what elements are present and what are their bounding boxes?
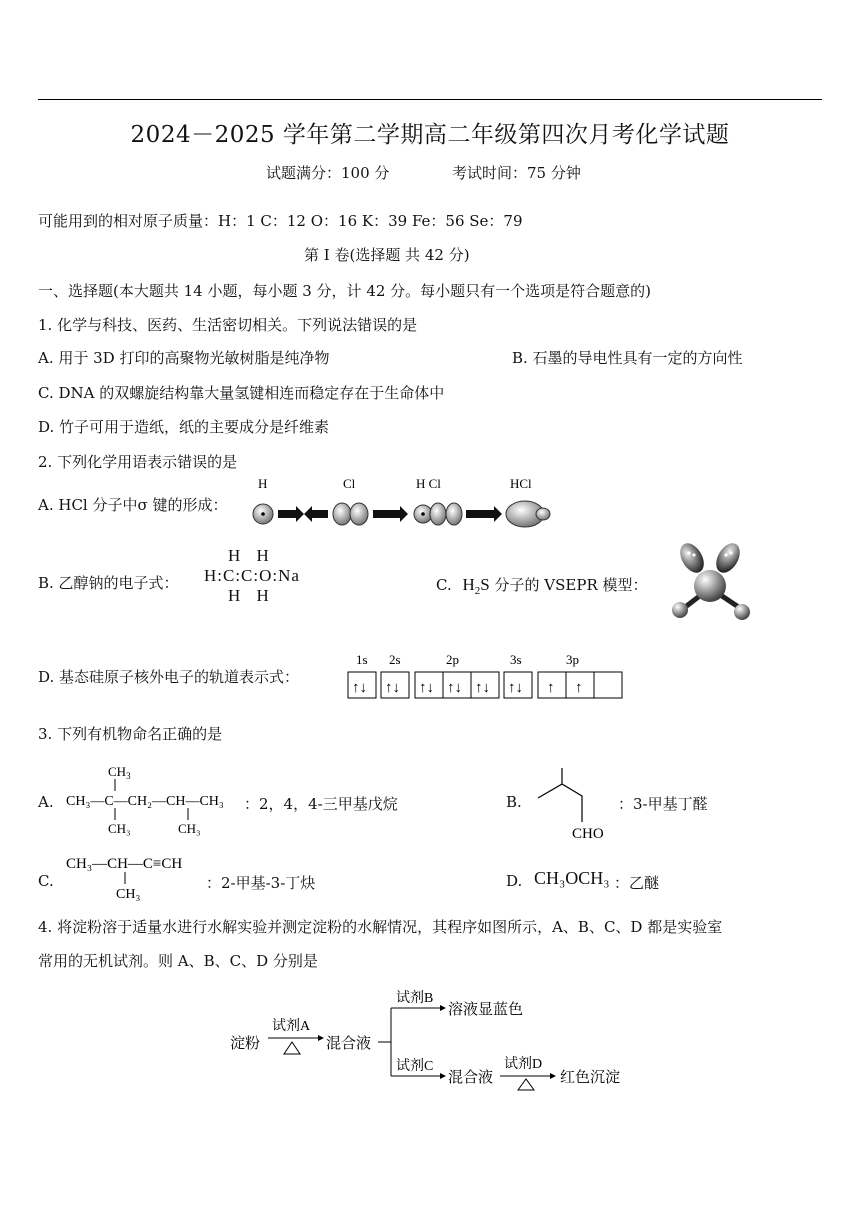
q3-a-name: ：2，4，4-三甲基戊烷 bbox=[244, 795, 398, 813]
flow-result-b: 溶液显蓝色 bbox=[448, 1002, 524, 1018]
formula-h-bottom: H H bbox=[228, 586, 275, 605]
sigma-bond-diagram bbox=[240, 470, 560, 530]
atomic-masses: 可能用到的相对原子质量：H：1 C：12 O：16 K：39 Fe：56 Se：79 bbox=[38, 212, 523, 230]
q1-option-a: A. 用于 3D 打印的高聚物光敏树脂是纯净物 bbox=[38, 349, 330, 367]
methyl-top: $CH_3$ bbox=[108, 764, 131, 781]
hydrogen-atom-2 bbox=[734, 604, 750, 620]
q2-option-c bbox=[436, 574, 648, 597]
svg-text:↑: ↑ bbox=[547, 680, 555, 696]
q4-stem-line1: 4. 将淀粉溶于适量水进行水解实验并测定淀粉的水解情况，其程序如图所示，A、B、C、D 都是实验室 bbox=[38, 918, 723, 936]
q2-c-label: C. bbox=[436, 576, 452, 594]
q1-option-b: B. 石墨的导电性具有一定的方向性 bbox=[512, 349, 743, 367]
flow-mid2: 混合液 bbox=[448, 1070, 494, 1086]
lone-pair-lobe-2 bbox=[711, 539, 744, 577]
h2s-s: S bbox=[480, 575, 490, 594]
q3-a-label: A. bbox=[38, 793, 54, 811]
flow-mid: 混合液 bbox=[326, 1036, 372, 1052]
q3-c-name: ：2-甲基-3-丁炔 bbox=[206, 874, 316, 892]
flow-result-d: 红色沉淀 bbox=[560, 1070, 621, 1086]
arrow-right-icon bbox=[278, 506, 304, 522]
arrow-right-icon bbox=[466, 506, 502, 522]
methyl-branch-2: CH₃ bbox=[178, 821, 201, 836]
q1-option-d: D. 竹子可用于造纸，纸的主要成分是纤维素 bbox=[38, 418, 330, 436]
flow-start: 淀粉 bbox=[230, 1036, 261, 1052]
vsepr-model-diagram bbox=[662, 538, 762, 628]
exam-time: 考试时间：75 分钟 bbox=[452, 164, 581, 182]
formula-h-top: H H bbox=[228, 546, 275, 565]
flow-reagent-b: 试剂B bbox=[396, 991, 434, 1006]
q2-option-d: D. 基态硅原子核外电子的轨道表示式： bbox=[38, 668, 300, 686]
orbital-label-h: H bbox=[258, 476, 268, 491]
q3-c-structure bbox=[64, 848, 224, 906]
silicon-orbital-diagram bbox=[344, 650, 626, 702]
q3-a-structure bbox=[64, 760, 264, 840]
q3-b-label: B. bbox=[506, 793, 522, 811]
svg-text:↑: ↑ bbox=[575, 680, 583, 696]
q1-option-c: C. DNA 的双螺旋结构靠大量氢键相连而稳定存在于生命体中 bbox=[38, 384, 445, 402]
q2-stem: 2. 下列化学用语表示错误的是 bbox=[38, 453, 238, 471]
svg-text:↑↓: ↑↓ bbox=[508, 680, 523, 696]
q3-b-skeletal-structure bbox=[530, 762, 620, 844]
svg-text:↑↓: ↑↓ bbox=[385, 680, 400, 696]
svg-text:↑↓: ↑↓ bbox=[475, 680, 490, 696]
q2-option-b: B. 乙醇钠的电子式： bbox=[38, 574, 179, 592]
q2-c-text: 分子的 VSEPR 模型： bbox=[494, 576, 648, 594]
orbital-label-cl: Cl bbox=[343, 476, 356, 491]
section-heading: 第 Ⅰ 卷(选择题 共 42 分) bbox=[304, 246, 470, 264]
arrow-left-icon bbox=[304, 506, 328, 522]
h2s-h: H bbox=[462, 575, 475, 594]
hydrolysis-flowchart bbox=[226, 982, 646, 1092]
orbital-label-hcl-pair: H Cl bbox=[416, 476, 441, 491]
orbital-label-hcl: HCl bbox=[510, 476, 532, 491]
q1-stem: 1. 化学与科技、医药、生活密切相关。下列说法错误的是 bbox=[38, 316, 418, 334]
q4-stem-line2: 常用的无机试剂。则 A、B、C、D 分别是 bbox=[38, 952, 318, 970]
sodium-ethoxide-electron-formula bbox=[204, 546, 300, 606]
orbital-2p: 2p bbox=[446, 652, 459, 667]
lone-pair-lobe-1 bbox=[675, 539, 708, 577]
orbital-1s: 1s bbox=[356, 652, 368, 667]
flow-reagent-a: 试剂A bbox=[272, 1019, 311, 1034]
svg-text:↑↓: ↑↓ bbox=[419, 680, 434, 696]
heat-triangle-icon bbox=[518, 1079, 534, 1090]
q2-option-a: A. HCl 分子中σ 键的形成： bbox=[38, 496, 228, 514]
h2s-subscript: 2 bbox=[474, 585, 481, 597]
hydrogen-atom-1 bbox=[672, 602, 688, 618]
arrow-right-icon bbox=[373, 506, 408, 522]
orbital-3s: 3s bbox=[510, 652, 522, 667]
cl-p-orbital-lobe-1 bbox=[333, 503, 351, 525]
main-chain: CH₃—C—CH₂—CH—CH₃ bbox=[66, 794, 224, 809]
heat-triangle-icon bbox=[284, 1042, 300, 1054]
formula-main-row: H:C:C:O:Na bbox=[204, 566, 300, 585]
q3-b-name: ：3-甲基丁醛 bbox=[618, 795, 708, 813]
q3-c-label: C. bbox=[38, 872, 54, 890]
top-rule bbox=[38, 99, 822, 100]
alkyne-main-chain: CH₃—CH—C≡CH bbox=[66, 856, 183, 872]
q3-d-label: D. bbox=[506, 872, 523, 890]
cl-p-orbital-lobe-2 bbox=[350, 503, 368, 525]
sulfur-atom bbox=[694, 570, 726, 602]
alkyne-methyl-branch: CH₃ bbox=[116, 887, 141, 902]
section-instructions: 一、选择题(本大题共 14 小题，每小题 3 分，计 42 分。每小题只有一个选项是符合题意的) bbox=[38, 282, 652, 300]
electron-arrows bbox=[352, 680, 583, 696]
aldehyde-group: CHO bbox=[572, 826, 604, 842]
svg-text:↑↓: ↑↓ bbox=[352, 680, 367, 696]
dimethyl-ether-formula: CH₃OCH₃ bbox=[534, 868, 610, 888]
svg-text:↑↓: ↑↓ bbox=[447, 680, 462, 696]
orbital-2s: 2s bbox=[389, 652, 401, 667]
q3-stem: 3. 下列有机物命名正确的是 bbox=[38, 725, 223, 743]
full-score: 试题满分：100 分 bbox=[266, 164, 390, 182]
orbital-3p: 3p bbox=[566, 652, 579, 667]
methyl-branch-1: CH₃ bbox=[108, 821, 131, 836]
flow-reagent-d: 试剂D bbox=[504, 1057, 543, 1072]
q3-d-name: ：乙醚 bbox=[614, 874, 660, 892]
exam-title: 2024－2025 学年第二学期高二年级第四次月考化学试题 bbox=[130, 122, 730, 148]
flow-reagent-c: 试剂C bbox=[396, 1059, 434, 1074]
